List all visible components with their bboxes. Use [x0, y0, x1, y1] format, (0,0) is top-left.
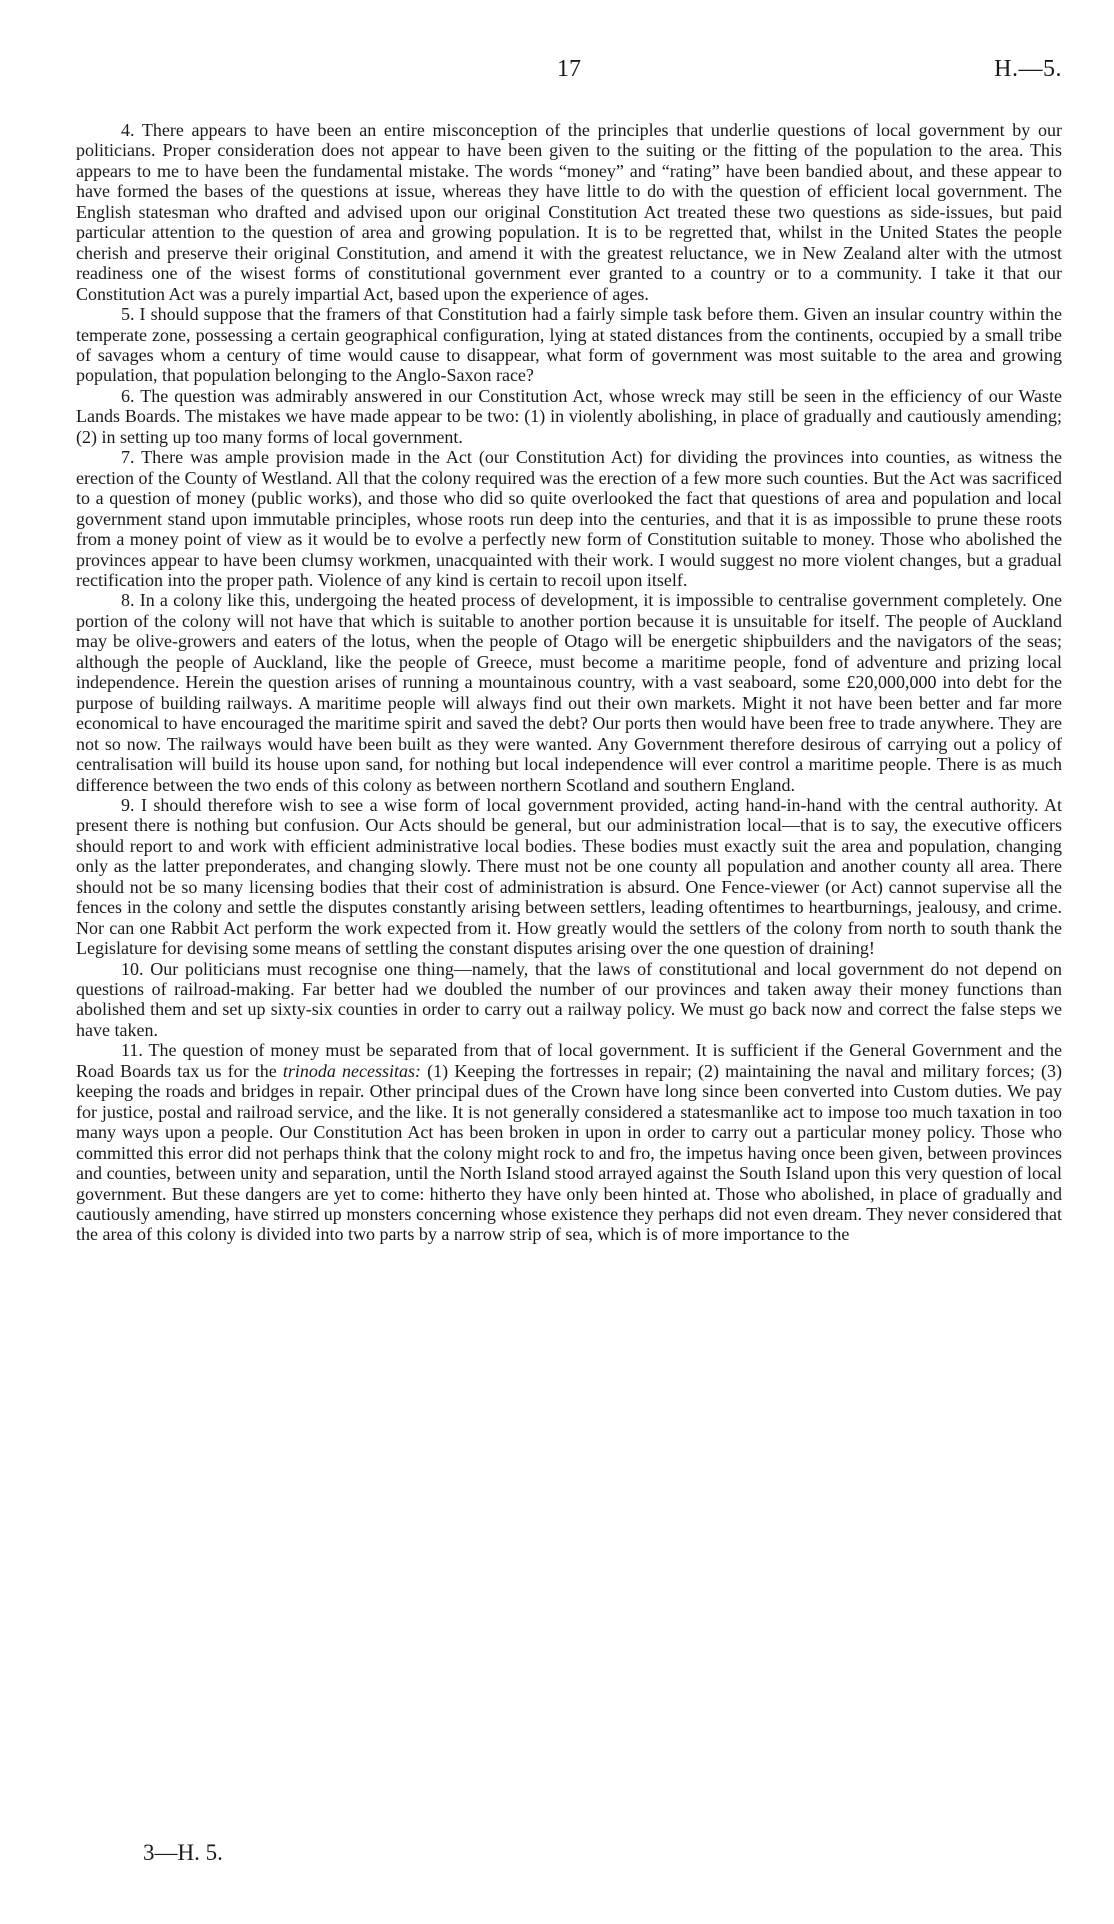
paragraph-8: 8. In a colony like this, undergoing the heated process of development, it is impossible to centralise government completely. One portion of the colony will not have that which is suitable to another portion because it is unsuitable for itself. The people of Auckland may be olive-growers and eaters of the lotus, when the people of Otago will be energetic shipbuilders and the navigators of the seas; although the people of Auckland, like the people of Greece, must become a maritime people, fond of adventure and prizing local independence. Herein the question arises of running a mountainous country, with a vast seaboard, some £20,000,000 into debt for the purpose of building railways. A maritime people will always find out their own markets. Might it not have been better and far more economical to have encouraged the maritime spirit and saved the debt? Our ports then would have been free to trade anywhere. They are not so now. The railways would have been built as they were wanted. Any Government therefore desirous of carrying out a policy of centralisation will build its house upon sand, for nothing but local independence will ever control a maritime people. There is as much difference between the two ends of this colony as between northern Scotland and southern England.	[76, 590, 1062, 795]
page-footer-signature: 3—H. 5.	[143, 1840, 223, 1865]
paragraph-9: 9. I should therefore wish to see a wise form of local government provided, acting hand-in-hand with the central authority. At present there is nothing but confusion. Our Acts should be general, but our administration local—that is to say, the executive officers should report to and work with efficient administrative local bodies. These bodies must exactly suit the area and population, changing only as the latter preponderates, and changing slowly. There must not be one county all population and another county all area. There should not be so many licensing bodies that their cost of administration is absurd. One Fence-viewer (or Act) cannot supervise all the fences in the colony and settle the disputes constantly arising between settlers, leading oftentimes to heartburnings, jealousy, and crime. Nor can one Rabbit Act perform the work expected from it. How greatly would the settlers of the colony from north to south thank the Legislature for devising some means of settling the constant disputes arising over the one question of draining!	[76, 794, 1062, 959]
paragraph-5: 5. I should suppose that the framers of that Constitution had a fairly simple task before them. Given an insular country within the temperate zone, possessing a certain geographical configuration, lying at stated distances from the continents, occupied by a small tribe of savages whom a century of time would cause to disappear, what form of government was most suitable to the area and growing population, that population belonging to the Anglo-Saxon race?	[76, 304, 1062, 386]
paragraph-11-italic-phrase: trinoda necessitas:	[282, 1060, 422, 1081]
paragraph-10: 10. Our politicians must recognise one thing—namely, that the laws of constitutional and local government do not depend on questions of railroad-making. Far better had we doubled the number of our provinces and taken away their money functions than abolished them and set up sixty-six counties in order to carry out a railway policy. We must go back now and correct the false steps we have taken.	[76, 958, 1062, 1040]
document-reference: H.—5.	[994, 56, 1062, 82]
paragraph-11-text-after: (1) Keeping the fortresses in repair; (2) maintaining the naval and military forces; (3) keeping the roads and bridges in repair. Other principal dues of the Crown have long since been converted into Custom duties. We pay for justice, postal and railroad service, and the like. It is not generally considered a statesmanlike act to impose too much taxation in too many ways upon a people. Our Constitution Act has been broken in upon in order to carry out a particular money policy. Those who committed this error did not perhaps think that the colony might rock to and fro, the impetus having once been given, between provinces and counties, between unity and separation, until the North Island stood arrayed against the South Island upon this very question of local government. But these dangers are yet to come: hitherto they have only been hinted at. Those who abolished, in place of gradually and cautiously amending, have stirred up monsters concerning whose existence they perhaps did not even dream. They never considered that the area of this colony is divided into two parts by a narrow strip of sea, which is of more importance to the	[76, 1060, 1062, 1245]
page-header	[76, 56, 1062, 96]
paragraph-11	[76, 1040, 1062, 1245]
paragraph-4: 4. There appears to have been an entire misconception of the principles that underlie questions of local government by our politicians. Proper consideration does not appear to have been given to the suiting or the fitting of the population to the area. This appears to me to have been the fundamental mistake. The words “money” and “rating” have been bandied about, and these appear to have formed the bases of the questions at issue, whereas they have little to do with the question of efficient local government. The English statesman who drafted and advised upon our original Constitution Act treated these two questions as side-issues, but paid particular attention to the question of area and growing population. It is to be regretted that, whilst in the United States the people cherish and preserve their original Constitution, and amend it with the greatest reluctance, we in New Zealand alter with the utmost readiness one of the wisest forms of constitutional government ever granted to a country or to a community. I take it that our Constitution Act was a purely impartial Act, based upon the experience of ages.	[76, 120, 1062, 304]
body-text	[76, 120, 1062, 1245]
paragraph-7: 7. There was ample provision made in the Act (our Constitution Act) for dividing the provinces into counties, as witness the erection of the County of Westland. All that the colony required was the erection of a few more such counties. But the Act was sacrificed to a question of money (public works), and those who did so quite overlooked the fact that questions of area and population and local government stand upon immutable principles, whose roots run deep into the centuries, and that it is as impossible to prune these roots from a money point of view as it would be to evolve a perfectly new form of Constitution suitable to money. Those who abolished the provinces appear to have been clumsy workmen, unacquainted with their work. I would suggest no more violent changes, but a gradual rectification into the proper path. Violence of any kind is certain to recoil upon itself.	[76, 447, 1062, 590]
page-number: 17	[557, 56, 581, 82]
paragraph-6: 6. The question was admirably answered in our Constitution Act, whose wreck may still be seen in the efficiency of our Waste Lands Boards. The mistakes we have made appear to be two: (1) in violently abolishing, in place of gradually and cautiously amending; (2) in setting up too many forms of local government.	[76, 385, 1062, 447]
paragraph-11-text-before: 11. The question of money must be separated from that of local government. It is sufficient if the General Government and the Road Boards tax us for the	[76, 1040, 1062, 1081]
